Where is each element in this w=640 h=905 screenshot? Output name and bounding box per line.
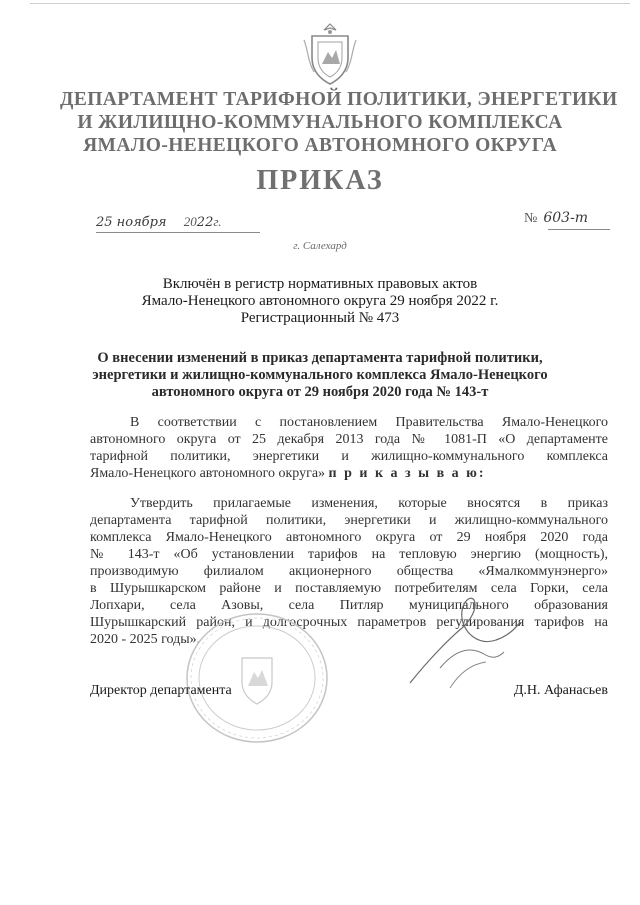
paragraph-line: департамента тарифной политики, энергетики и жилищно-коммунального <box>90 513 608 528</box>
paragraph-line-text: Ямало-Ненецкого автономного округа» <box>90 466 326 481</box>
department-header <box>60 88 618 157</box>
paragraph-line: В соответствии с постановлением Правительства Ямало-Ненецкого <box>130 415 608 430</box>
paragraph-line: Шурышкарский район, и долгосрочных параметров регулирования тарифов на <box>90 615 608 630</box>
paragraph-line: автономного округа от 25 декабря 2013 года № 1081-П «О департаменте <box>90 432 608 447</box>
order-date-suffix: г. <box>213 214 222 229</box>
top-border-line <box>30 3 630 4</box>
order-title: ПРИКАЗ <box>256 165 384 196</box>
order-date <box>96 214 262 234</box>
paragraph-line: в Шурышкарском районе и поставляемую потребителям села Горки, села <box>90 581 608 596</box>
paragraph-line: производимую филиалом акционерного общества «Ямалкоммунэнерго» <box>90 564 608 579</box>
coat-of-arms-icon <box>300 22 360 86</box>
official-seal-icon <box>182 608 332 748</box>
paragraph-line: тарифной политики, энергетики и жилищно-коммунального комплекса <box>90 449 608 464</box>
city-label: г. Салехард <box>293 240 347 252</box>
paragraph-line: Утвердить прилагаемые изменения, которые вносятся в приказ <box>130 496 608 511</box>
order-date-year-prefix: 20 <box>183 214 197 229</box>
paragraph-line: 2020 - 2025 годы». <box>90 632 201 647</box>
registry-line: Ямало-Ненецкого автономного округа 29 ноября 2022 г. <box>141 293 499 309</box>
order-number <box>524 210 588 227</box>
date-underline <box>96 232 260 233</box>
order-date-year-suffix: 22 <box>196 215 214 230</box>
department-line: ЯМАЛО-НЕНЕЦКОГО АВТОНОМНОГО ОКРУГА <box>83 135 557 156</box>
department-line: ДЕПАРТАМЕНТ ТАРИФНОЙ ПОЛИТИКИ, ЭНЕРГЕТИКИ <box>60 89 618 110</box>
paragraph-decision <box>90 495 608 648</box>
order-number-value: 603-т <box>543 210 589 226</box>
signature-block <box>90 683 608 703</box>
registry-note <box>0 276 640 327</box>
order-number-label: № <box>524 211 538 226</box>
subject-line: автономного округа от 29 ноября 2020 года № 143-т <box>151 384 489 400</box>
subject-line: О внесении изменений в приказ департамента тарифной политики, <box>97 350 543 366</box>
paragraph-line: Лопхари, села Азовы, села Питляр муниципального образования <box>90 598 608 613</box>
department-line: И ЖИЛИЩНО-КОММУНАЛЬНОГО КОМПЛЕКСА <box>77 112 563 133</box>
paragraph-line: № 143-т «Об установлении тарифов на тепловую энергию (мощность), <box>90 547 608 562</box>
signature-icon <box>400 588 530 698</box>
order-subject <box>0 350 640 401</box>
order-directive-word: п р и к а з ы в а ю: <box>328 466 486 481</box>
paragraph-line <box>90 465 608 482</box>
signatory-role: Директор департамента <box>90 683 232 698</box>
registry-line: Включён в регистр нормативных правовых актов <box>162 276 478 292</box>
registry-line: Регистрационный № 473 <box>240 310 400 326</box>
number-underline <box>548 229 610 230</box>
paragraph-line: комплекса Ямало-Ненецкого автономного округа от 29 ноября 2020 года <box>90 530 608 545</box>
order-date-day-month: 25 ноября <box>96 215 167 230</box>
subject-line: энергетики и жилищно-коммунального комплекса Ямало-Ненецкого <box>92 367 548 383</box>
signatory-name: Д.Н. Афанасьев <box>513 683 608 698</box>
paragraph-basis <box>90 414 608 482</box>
